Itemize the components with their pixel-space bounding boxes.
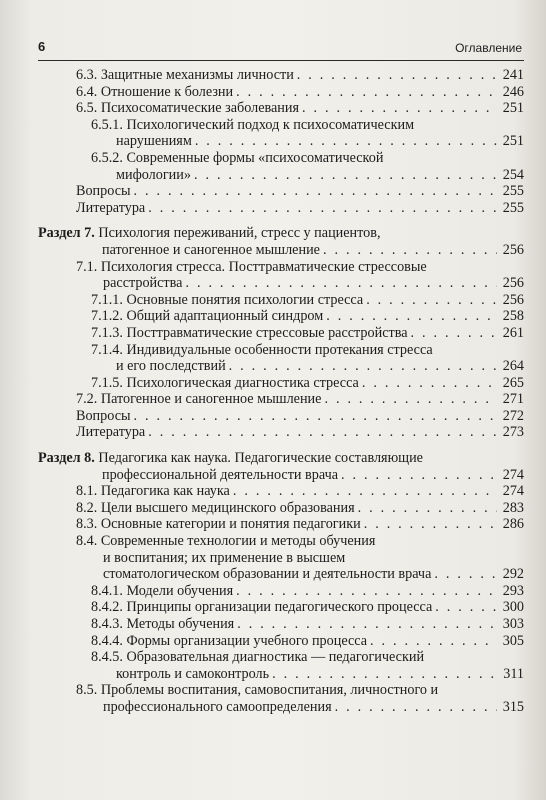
toc-section-entry: Раздел 8. Педагогика как наука. Педагогические составляющие профессиональной деятельности врача . . . 274 [38, 450, 524, 483]
toc-entry: 8.1. Педагогика как наука . . . 274 [76, 483, 524, 500]
toc-entry: 8.5. Проблемы воспитания, самовоспитания, личностного и профессионального самоопределения . . . 315 [76, 682, 524, 715]
section-label: Раздел 8. [38, 450, 95, 467]
toc-entry: 7.1.1. Основные понятия психологии стресса . . . 256 [91, 292, 524, 309]
toc-entry: 7.1.5. Психологическая диагностика стресса . . . 265 [91, 375, 524, 392]
page-header [38, 38, 524, 61]
toc-entry: 7.1. Психология стресса. Посттравматические стрессовые расстройства . . . 256 [76, 259, 524, 292]
toc-entry: 8.4.1. Модели обучения . . . 293 [91, 583, 524, 600]
table-of-contents [38, 67, 524, 716]
toc-entry: 6.5.1. Психологический подход к психосоматическим нарушениям . . . 251 [91, 117, 524, 150]
toc-section-entry: Раздел 7. Психология переживаний, стресс у пациентов, патогенное и саногенное мышление . . . 256 [38, 225, 524, 258]
toc-entry: 8.4.2. Принципы организации педагогического процесса . . . 300 [91, 599, 524, 616]
toc-entry: Вопросы . . . 255 [76, 183, 524, 200]
toc-entry: 8.4.3. Методы обучения . . . 303 [91, 616, 524, 633]
toc-entry: 6.5. Психосоматические заболевания . . . 251 [76, 100, 524, 117]
toc-entry: 8.4.5. Образовательная диагностика — педагогический контроль и самоконтроль . . . 311 [91, 649, 524, 682]
toc-entry: Литература . . . 255 [76, 200, 524, 217]
toc-entry: 6.3. Защитные механизмы личности . . . 241 [76, 67, 524, 84]
toc-entry: 8.4. Современные технологии и методы обучения и воспитания; их применение в высшем стоматологическом образовании и деятельности врача . . . 292 [76, 533, 524, 583]
toc-entry: 8.4.4. Формы организации учебного процесса . . . 305 [91, 633, 524, 650]
toc-entry: 8.3. Основные категории и понятия педагогики . . . 286 [76, 516, 524, 533]
toc-entry: 7.2. Патогенное и саногенное мышление . . . 271 [76, 391, 524, 408]
toc-entry: 6.5.2. Современные формы «психосоматической мифологии» . . . 254 [91, 150, 524, 183]
toc-entry: 8.2. Цели высшего медицинского образования . . . 283 [76, 500, 524, 517]
running-title: Оглавление [455, 41, 522, 55]
toc-entry: 6.4. Отношение к болезни . . . 246 [76, 84, 524, 101]
section-label: Раздел 7. [38, 225, 95, 242]
toc-entry: Литература . . . 273 [76, 424, 524, 441]
toc-entry: Вопросы . . . 272 [76, 408, 524, 425]
toc-entry: 7.1.3. Посттравматические стрессовые расстройства . . . 261 [91, 325, 524, 342]
page-number: 6 [38, 39, 46, 54]
toc-entry: 7.1.2. Общий адаптационный синдром . . . 258 [91, 308, 524, 325]
toc-entry: 7.1.4. Индивидуальные особенности протекания стресса и его последствий . . . 264 [91, 342, 524, 375]
